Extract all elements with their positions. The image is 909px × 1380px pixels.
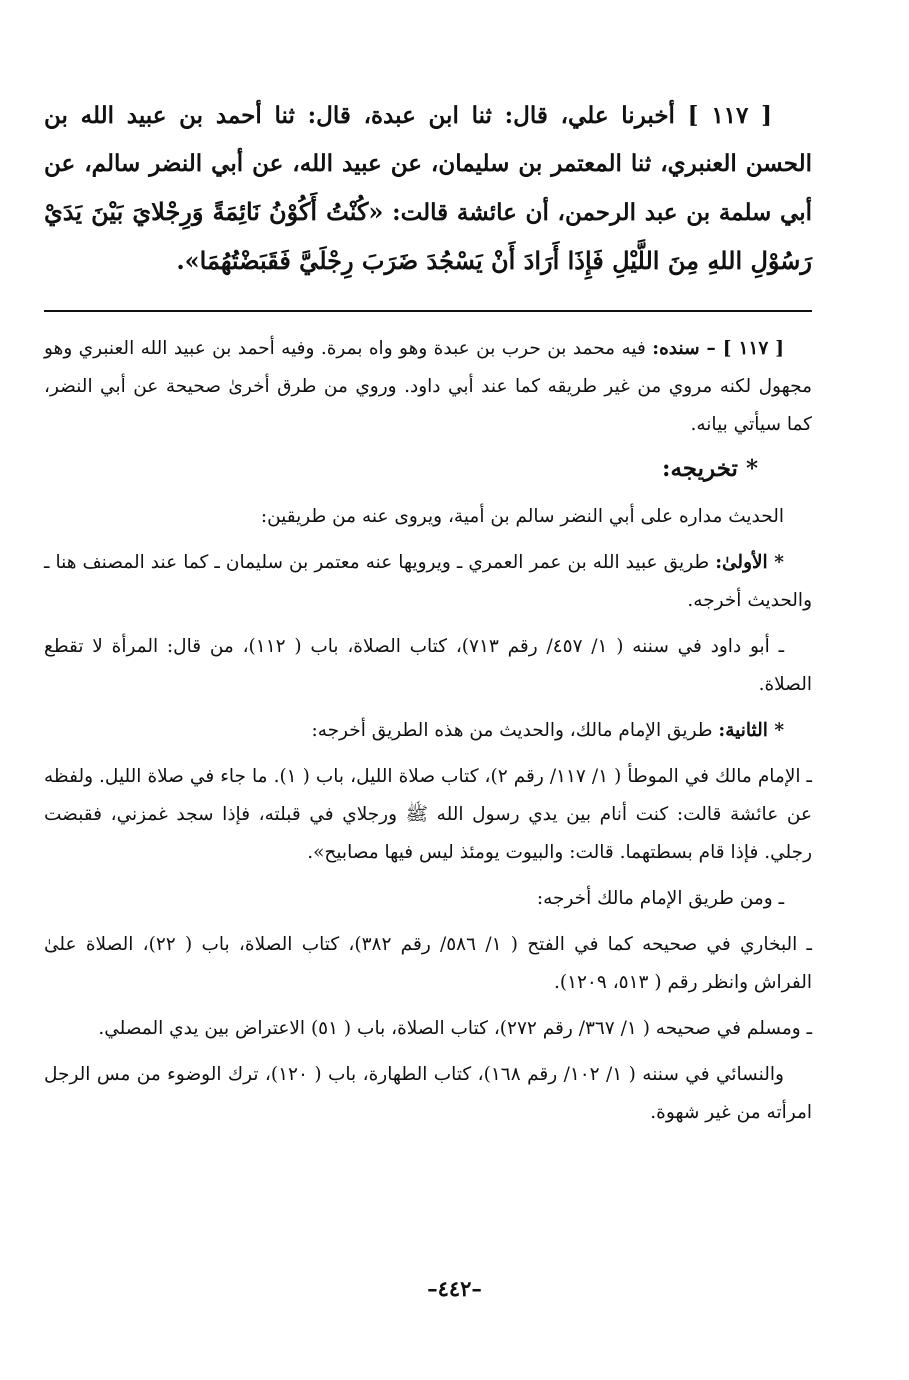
hadith-isnad: [ ١١٧ ] أخبرنا علي، قال: ثنا ابن عبدة، قال: ثنا أحمد بن عبيد الله بن الحسن العنبري، ثنا المعتمر بن سليمان، عن عبيد الله، عن أبي النضر سالم، عن أبي سلمة بن عبد الرحمن، أن عائشة قالت: (44, 102, 812, 226)
takhrij-heading: * تخريجه: (661, 455, 758, 482)
page-body (44, 92, 812, 1132)
malik-route-paragraph: ـ ومن طريق الإمام مالك أخرجه: (536, 888, 784, 909)
abu-dawud-paragraph: ـ أبو داود في سننه ( ١/ ٤٥٧/ رقم ٧١٣)، كتاب الصلاة، باب ( ١١٢)، من قال: المرأة لا تقطع الصلاة. (44, 636, 812, 695)
malik-paragraph: ـ الإمام مالك في الموطأ ( ١/ ١١٧/ رقم ٢)، كتاب صلاة الليل، باب ( ١). ما جاء في صلاة الليل. ولفظه عن عائشة قالت: كنت أنام بين يدي رسول الله ﷺ ورجلاي في قبلته، فإذا سجد غمزني، فقبضت رجلي. فإذا قام بسطتهما. قالت: والبيوت يومئذ ليس فيها مصابيح». (44, 766, 812, 863)
first-route-label: * الأولىٰ: (715, 552, 784, 573)
nasai-paragraph: والنسائي في سننه ( ١/ ١٠٢/ رقم ١٦٨)، كتاب الطهارة، باب ( ١٢٠)، ترك الوضوء من مس الرجل امرأته من غير شهوة. (44, 1064, 812, 1123)
second-route-label: * الثانية: (718, 720, 784, 741)
first-route-text: طريق عبيد الله بن عمر العمري ـ ويرويها عنه معتمر بن سليمان ـ كما عند المصنف هنا ـ والحديث أخرجه. (44, 552, 812, 611)
second-route-paragraph (44, 712, 812, 750)
sanad-note (44, 330, 812, 444)
bukhari-paragraph: ـ البخاري في صحيحه كما في الفتح ( ١/ ٥٨٦/ رقم ٣٨٢)، كتاب الصلاة، باب ( ٢٢)، الصلاة علىٰ الفراش وانظر رقم ( ٥١٣، ١٢٠٩). (44, 934, 812, 993)
hadith-matn: «كُنْتُ أَكُوْنُ نَائِمَةً وَرِجْلايَ بَيْنَ يَدَيْ رَسُوْلِ اللهِ مِنَ اللَّيْلِ فَإِذَا أَرَادَ أَنْ يَسْجُدَ ضَرَبَ رِجْلَيَّ فَقَبَضْتُهُمَا». (44, 197, 812, 275)
second-route-text: طريق الإمام مالك، والحديث من هذه الطريق أخرجه: (311, 720, 719, 741)
footnotes (44, 330, 812, 1132)
sanad-note-text: فيه محمد بن حرب بن عبدة وهو واه بمرة. وفيه أحمد بن عبيد الله العنبري وهو مجهول لكنه مروي من غير طريقه كما عند أبي داود. وروي من طرق أخرىٰ صحيحة عن أبي النضر، كما سيأتي بيانه. (44, 338, 812, 435)
madar-paragraph: الحديث مداره على أبي النضر سالم بن أمية، ويروى عنه من طريقين: (260, 506, 784, 527)
sanad-note-ref: [ ١١٧ ] – سنده: (652, 338, 784, 359)
first-route-paragraph (44, 544, 812, 620)
page-number: –٤٤٢– (427, 1276, 482, 1301)
footnote-divider (44, 310, 812, 312)
muslim-paragraph: ـ ومسلم في صحيحه ( ١/ ٣٦٧/ رقم ٢٧٢)، كتاب الصلاة، باب ( ٥١) الاعتراض بين يدي المصلي. (98, 1018, 812, 1039)
hadith-paragraph (44, 92, 812, 286)
